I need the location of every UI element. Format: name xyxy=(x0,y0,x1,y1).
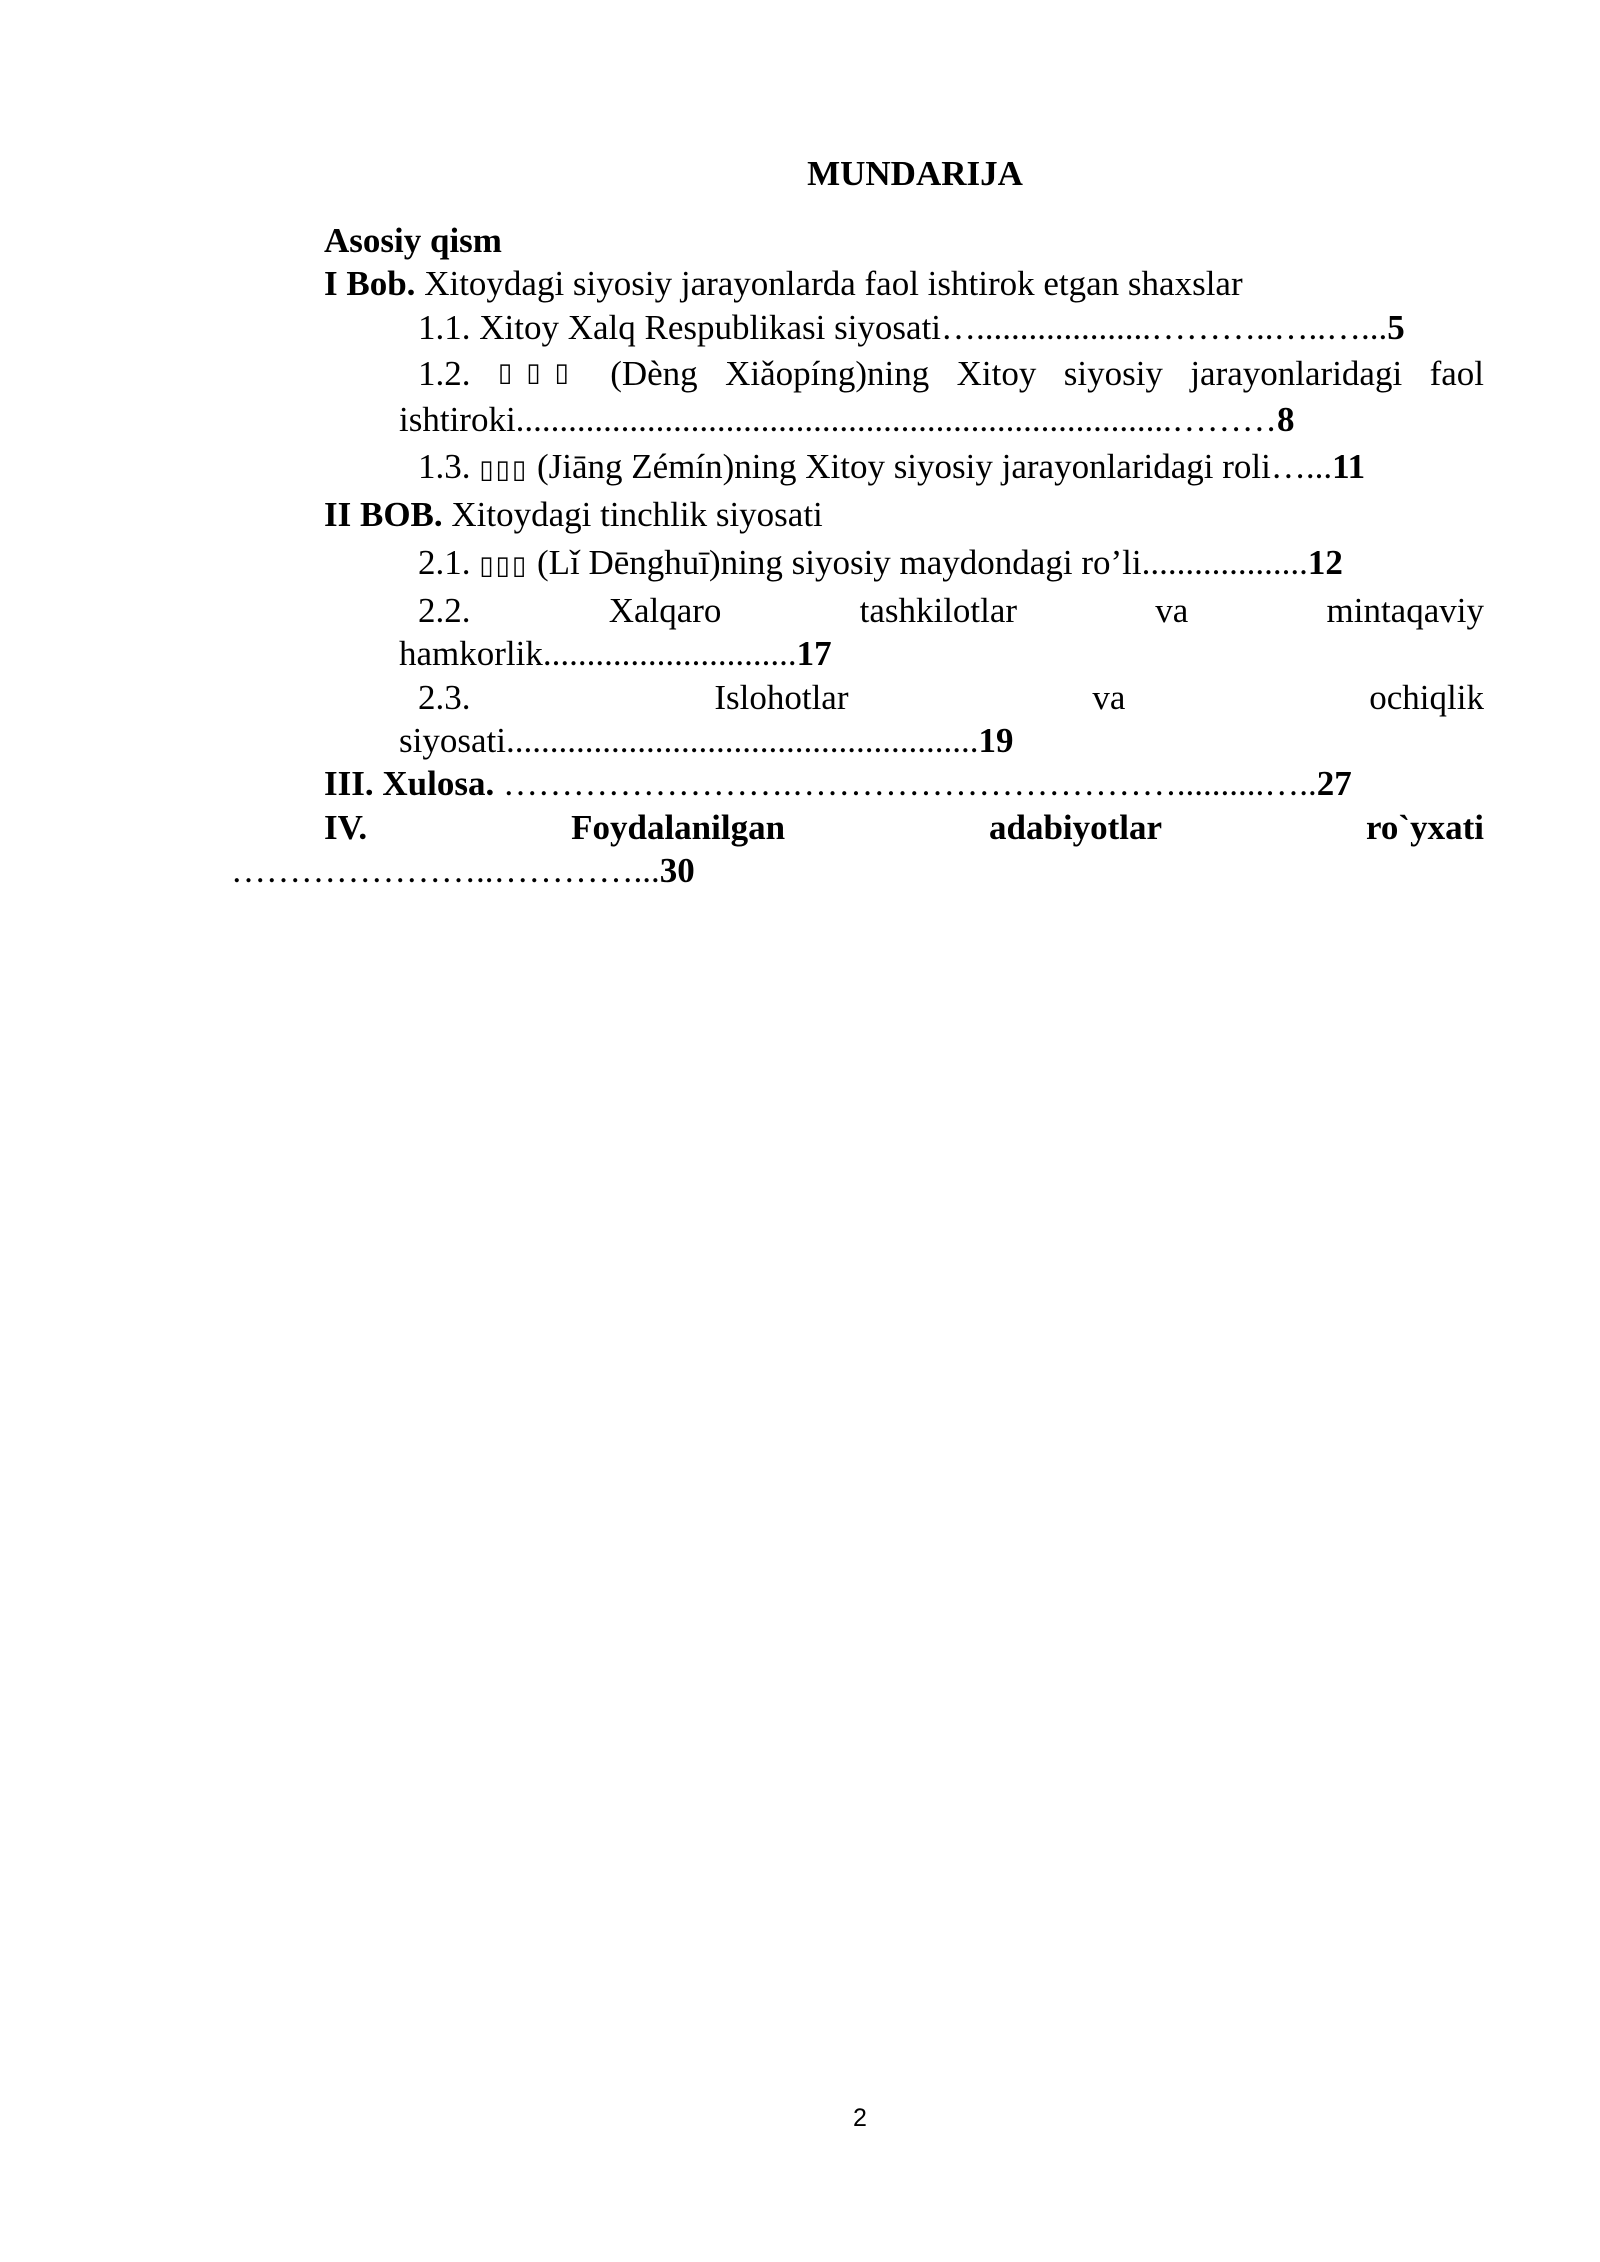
references-word: ro`yxati xyxy=(1366,808,1484,847)
toc-main-part: Asosiy qism xyxy=(324,221,502,260)
page-title: MUNDARIJA xyxy=(807,154,1023,193)
item-1-2-cjk-name: ▯▯▯ xyxy=(497,358,583,388)
chapter-2-prefix: II BOB. xyxy=(324,495,443,534)
toc-references-line2 xyxy=(231,849,695,892)
item-1-3-page: 11 xyxy=(1332,447,1366,486)
toc-item-1-1 xyxy=(418,306,1405,349)
toc-item-2-2-line1 xyxy=(418,589,1484,632)
toc-item-1-2-line1 xyxy=(418,352,1484,395)
conclusion-label: III. Xulosa. xyxy=(324,764,495,803)
item-1-2-page: 8 xyxy=(1276,400,1295,439)
toc-item-1-2-line2 xyxy=(399,398,1294,441)
item-2-1-text: (Lǐ Dēnghuī)ning siyosiy maydondagi ro’li................... xyxy=(528,543,1308,582)
item-2-3-word: va xyxy=(1092,678,1126,717)
toc-references-line1 xyxy=(324,806,1484,849)
item-1-2-word: jarayonlaridagi xyxy=(1190,354,1403,393)
item-1-3-text: (Jiāng Zémín)ning Xitoy siyosiy jarayonlaridagi roli…... xyxy=(528,447,1333,486)
item-1-2-word: (Dèng xyxy=(610,354,698,393)
toc-item-2-3-line2 xyxy=(399,719,1013,762)
toc-item-2-1 xyxy=(418,541,1343,588)
item-2-1-number: 2.1. xyxy=(418,543,471,582)
chapter-1-prefix: I Bob. xyxy=(324,264,416,303)
toc-chapter-2 xyxy=(324,493,823,536)
chapter-2-title: Xitoydagi tinchlik siyosati xyxy=(442,495,823,534)
item-1-2-word: Xiǎopíng)ning xyxy=(725,354,930,393)
item-1-3-number: 1.3. xyxy=(418,447,471,486)
item-2-2-word: tashkilotlar xyxy=(859,591,1018,630)
item-2-3-word: ochiqlik xyxy=(1369,678,1484,717)
item-2-3-text: siyosati...................................................... xyxy=(399,721,979,760)
toc-item-2-3-line1 xyxy=(418,676,1484,719)
references-dots: …………………..…………... xyxy=(231,851,660,890)
item-2-3-word: Islohotlar xyxy=(714,678,849,717)
item-1-1-page: 5 xyxy=(1387,308,1405,347)
toc-conclusion xyxy=(324,762,1352,805)
item-2-2-word: va xyxy=(1155,591,1189,630)
item-1-2-word: siyosiy xyxy=(1063,354,1163,393)
item-2-1-page: 12 xyxy=(1307,543,1343,582)
item-2-2-page: 17 xyxy=(796,634,832,673)
references-word: Foydalanilgan xyxy=(571,808,786,847)
references-page: 30 xyxy=(659,851,695,890)
chapter-1-title: Xitoydagi siyosiy jarayonlarda faol ishtirok etgan shaxslar xyxy=(415,264,1243,303)
toc-chapter-1 xyxy=(324,262,1243,305)
toc-item-2-2-line2 xyxy=(399,632,832,675)
conclusion-dots: …………………….……………………………..........….. xyxy=(494,764,1317,803)
item-1-2-word: faol xyxy=(1429,354,1484,393)
page-number: 2 xyxy=(853,2104,867,2132)
item-1-1-number: 1.1. xyxy=(418,308,471,347)
references-word: adabiyotlar xyxy=(989,808,1163,847)
item-1-1-text: Xitoy Xalq Respublikasi siyosati…....................………..…..…... xyxy=(470,308,1388,347)
references-word: IV. xyxy=(324,808,368,847)
toc-item-1-3 xyxy=(418,445,1365,492)
item-2-2-word: mintaqaviy xyxy=(1326,591,1484,630)
item-1-2-word: Xitoy xyxy=(956,354,1037,393)
item-2-2-text: hamkorlik............................. xyxy=(399,634,797,673)
item-2-1-cjk-name: ▯▯▯ xyxy=(479,551,529,581)
item-2-2-word: Xalqaro xyxy=(608,591,722,630)
item-1-3-cjk-name: ▯▯▯ xyxy=(479,455,529,485)
item-2-3-page: 19 xyxy=(978,721,1014,760)
conclusion-page: 27 xyxy=(1316,764,1352,803)
item-1-2-text: ishtiroki...........................................................................……… xyxy=(399,400,1277,439)
item-2-3-number: 2.3. xyxy=(418,678,471,717)
item-2-2-number: 2.2. xyxy=(418,591,471,630)
item-1-2-number: 1.2. xyxy=(418,354,471,393)
